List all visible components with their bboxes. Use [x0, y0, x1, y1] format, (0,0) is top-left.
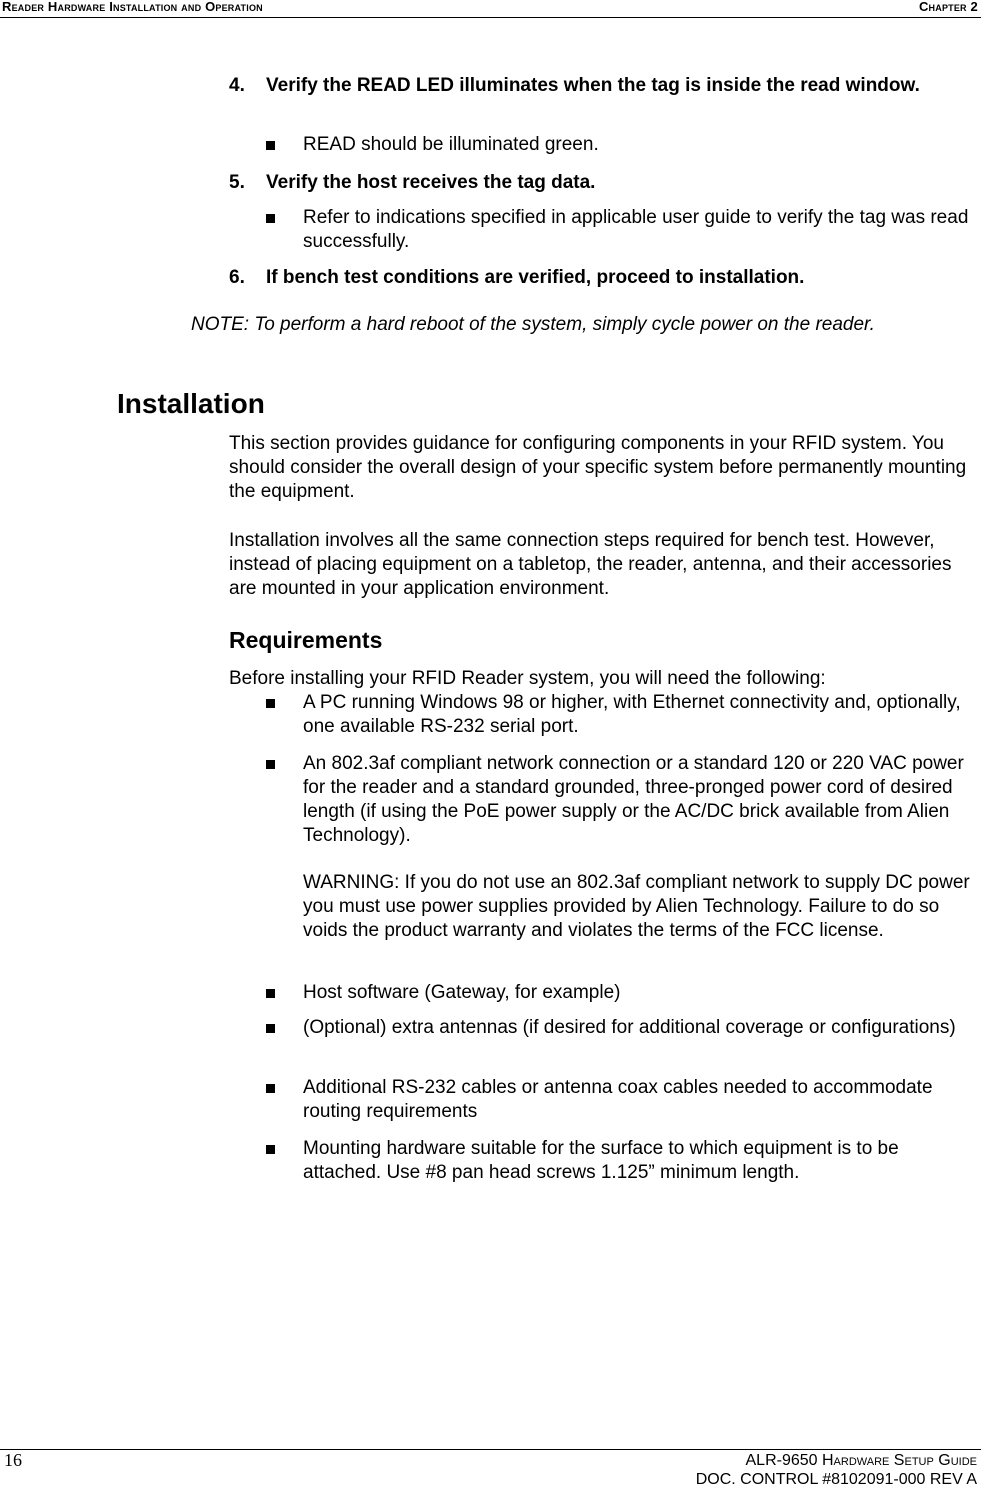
step-number: 5.	[229, 172, 245, 193]
square-bullet-icon	[266, 760, 275, 769]
step-number: 4.	[229, 75, 245, 96]
note-text: NOTE: To perform a hard reboot of the system, simply cycle power on the reader.	[191, 314, 875, 335]
square-bullet-icon	[266, 214, 275, 223]
section-heading-installation: Installation	[117, 388, 265, 419]
running-header-right: Chapter 2	[918, 0, 978, 14]
step-4	[229, 74, 949, 122]
header-rule	[0, 17, 981, 18]
list-item-text: A PC running Windows 98 or higher, with Ethernet connectivity and, optionally, one available RS-232 serial port.	[303, 692, 961, 737]
square-bullet-icon	[266, 1024, 275, 1033]
list-item-text: Refer to indications specified in applicable user guide to verify the tag was read successfully.	[303, 207, 969, 252]
paragraph: Installation involves all the same connection steps required for bench test. However, instead of placing equipment on a tabletop, the reader, antenna, and their accessories are mounted in your application environment.	[229, 530, 952, 599]
step-text: Verify the host receives the tag data.	[266, 172, 596, 193]
list-item-text: Additional RS-232 cables or antenna coax cables needed to accommodate routing requirements	[303, 1077, 933, 1122]
list-item-text: (Optional) extra antennas (if desired for additional coverage or configurations)	[303, 1017, 956, 1038]
page-number: 16	[4, 1450, 22, 1470]
step-text: If bench test conditions are verified, proceed to installation.	[266, 267, 805, 288]
list-item-text: READ should be illuminated green.	[303, 134, 599, 155]
list-item-text: Mounting hardware suitable for the surface to which equipment is to be attached. Use #8 pan head screws 1.125” minimum length.	[303, 1138, 899, 1183]
doc-control-number: DOC. CONTROL #8102091-000 REV A	[695, 1471, 977, 1488]
list-item-text: Host software (Gateway, for example)	[303, 982, 621, 1003]
running-header-left: Reader Hardware Installation and Operation	[2, 0, 263, 14]
square-bullet-icon	[266, 1084, 275, 1093]
list-item-text: An 802.3af compliant network connection or a standard 120 or 220 VAC power for the reader and a standard grounded, three-pronged power cord of desired length (if using the PoE power supply or the AC/DC brick available from Alien Technology).	[303, 753, 964, 846]
paragraph: This section provides guidance for configuring components in your RFID system. You should consider the overall design of your specific system before permanently mounting the equipment.	[229, 433, 967, 502]
step-text: Verify the READ LED illuminates when the tag is inside the read window.	[266, 75, 920, 96]
square-bullet-icon	[266, 989, 275, 998]
guide-title: ALR-9650 Hardware Setup Guide	[745, 1452, 977, 1469]
square-bullet-icon	[266, 699, 275, 708]
requirements-intro: Before installing your RFID Reader system, you will need the following:	[229, 668, 826, 689]
footer-rule	[0, 1449, 981, 1450]
warning-text: WARNING: If you do not use an 802.3af compliant network to supply DC power you must use power supplies provided by Alien Technology. Failure to do so voids the product warranty and violates the terms of the FCC license.	[303, 872, 970, 941]
square-bullet-icon	[266, 1145, 275, 1154]
step-number: 6.	[229, 267, 245, 288]
square-bullet-icon	[266, 141, 275, 150]
subsection-heading-requirements: Requirements	[229, 627, 383, 653]
